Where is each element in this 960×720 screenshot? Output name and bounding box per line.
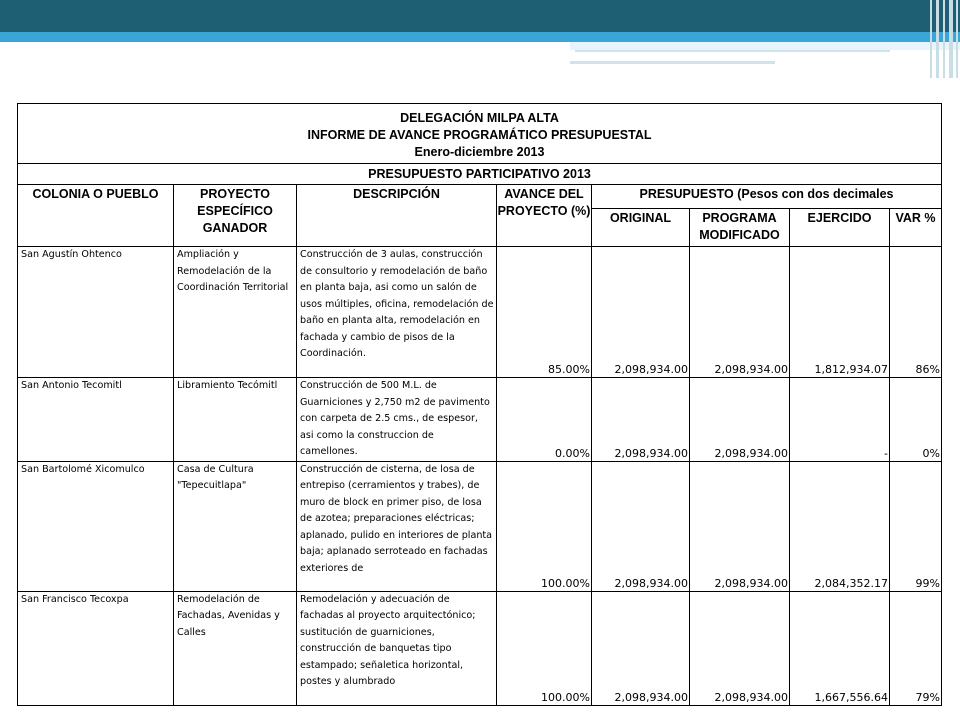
report-title-line: INFORME DE AVANCE PROGRAMÁTICO PRESUPUESTAL <box>307 128 652 142</box>
cell-proyecto: Ampliación y Remodelación de la Coordinación Territorial <box>174 247 297 378</box>
table-row <box>18 378 942 462</box>
cell-modificado: 2,098,934.00 <box>690 591 790 705</box>
banner-accent-line <box>575 50 890 52</box>
cell-original: 2,098,934.00 <box>592 461 690 591</box>
cell-original: 2,098,934.00 <box>592 247 690 378</box>
banner-accent-bar <box>570 42 960 50</box>
cell-proyecto: Libramiento Tecómitl <box>174 378 297 462</box>
report-title-line: Enero-diciembre 2013 <box>414 145 545 159</box>
header-avance: AVANCE DEL PROYECTO (%) <box>497 185 592 247</box>
header-presupuesto: PRESUPUESTO (Pesos con dos decimales <box>592 185 942 209</box>
banner-light-bar <box>0 32 960 42</box>
cell-avance: 100.00% <box>497 461 592 591</box>
cell-colonia: San Antonio Tecomitl <box>18 378 174 462</box>
cell-descripcion: Construcción de 3 aulas, construcción de consultorio y remodelación de baño en planta baja, asi como un salón de usos múltiples, oficina, remodelación de baño en planta alta, remodelación en fachada y cambio de pisos de la Coordinación. <box>297 247 497 378</box>
cell-avance: 0.00% <box>497 378 592 462</box>
cell-colonia: San Bartolomé Xicomulco <box>18 461 174 591</box>
header-modificado: PROGRAMA MODIFICADO <box>690 209 790 247</box>
cell-descripcion: Construcción de 500 M.L. de Guarniciones y 2,750 m2 de pavimento con carpeta de 2.5 cms., de espesor, asi como la construccion de camellones. <box>297 378 497 462</box>
banner-dark-bar <box>0 0 960 32</box>
cell-var: 99% <box>890 461 942 591</box>
cell-ejercido: - <box>790 378 890 462</box>
header-colonia: COLONIA O PUEBLO <box>18 185 174 247</box>
banner-stripes <box>928 0 960 78</box>
cell-ejercido: 1,667,556.64 <box>790 591 890 705</box>
table-row <box>18 461 942 591</box>
header-descripcion: DESCRIPCIÓN <box>297 185 497 247</box>
cell-var: 86% <box>890 247 942 378</box>
header-original: ORIGINAL <box>592 209 690 247</box>
cell-colonia: San Francisco Tecoxpa <box>18 591 174 705</box>
cell-proyecto: Remodelación de Fachadas, Avenidas y Calles <box>174 591 297 705</box>
table-row <box>18 591 942 705</box>
cell-ejercido: 1,812,934.07 <box>790 247 890 378</box>
cell-descripcion: Construcción de cisterna, de losa de entrepiso (cerramientos y trabes), de muro de block en primer piso, de losa de azotea; preparaciones eléctricas; aplanado, pulido en interiores de planta baja; aplanado serroteado en fachadas exteriores de <box>297 461 497 591</box>
cell-avance: 100.00% <box>497 591 592 705</box>
report-title <box>18 104 942 164</box>
banner-accent-line <box>570 61 775 64</box>
table-row <box>18 247 942 378</box>
cell-original: 2,098,934.00 <box>592 378 690 462</box>
cell-var: 0% <box>890 378 942 462</box>
cell-ejercido: 2,084,352.17 <box>790 461 890 591</box>
cell-modificado: 2,098,934.00 <box>690 378 790 462</box>
budget-report-table <box>17 103 942 706</box>
header-proyecto: PROYECTO ESPECÍFICO GANADOR <box>174 185 297 247</box>
cell-original: 2,098,934.00 <box>592 591 690 705</box>
report-subtitle: PRESUPUESTO PARTICIPATIVO 2013 <box>18 164 942 185</box>
cell-var: 79% <box>890 591 942 705</box>
cell-descripcion: Remodelación y adecuación de fachadas al proyecto arquitectónico; sustitución de guarniciones, construcción de banquetas tipo estampado; señaletica horizontal, postes y alumbrado <box>297 591 497 705</box>
report-title-line: DELEGACIÓN MILPA ALTA <box>400 111 559 125</box>
header-banner <box>0 0 960 78</box>
cell-colonia: San Agustín Ohtenco <box>18 247 174 378</box>
cell-modificado: 2,098,934.00 <box>690 461 790 591</box>
cell-modificado: 2,098,934.00 <box>690 247 790 378</box>
header-var: VAR % <box>890 209 942 247</box>
cell-proyecto: Casa de Cultura "Tepecuitlapa" <box>174 461 297 591</box>
header-ejercido: EJERCIDO <box>790 209 890 247</box>
cell-avance: 85.00% <box>497 247 592 378</box>
